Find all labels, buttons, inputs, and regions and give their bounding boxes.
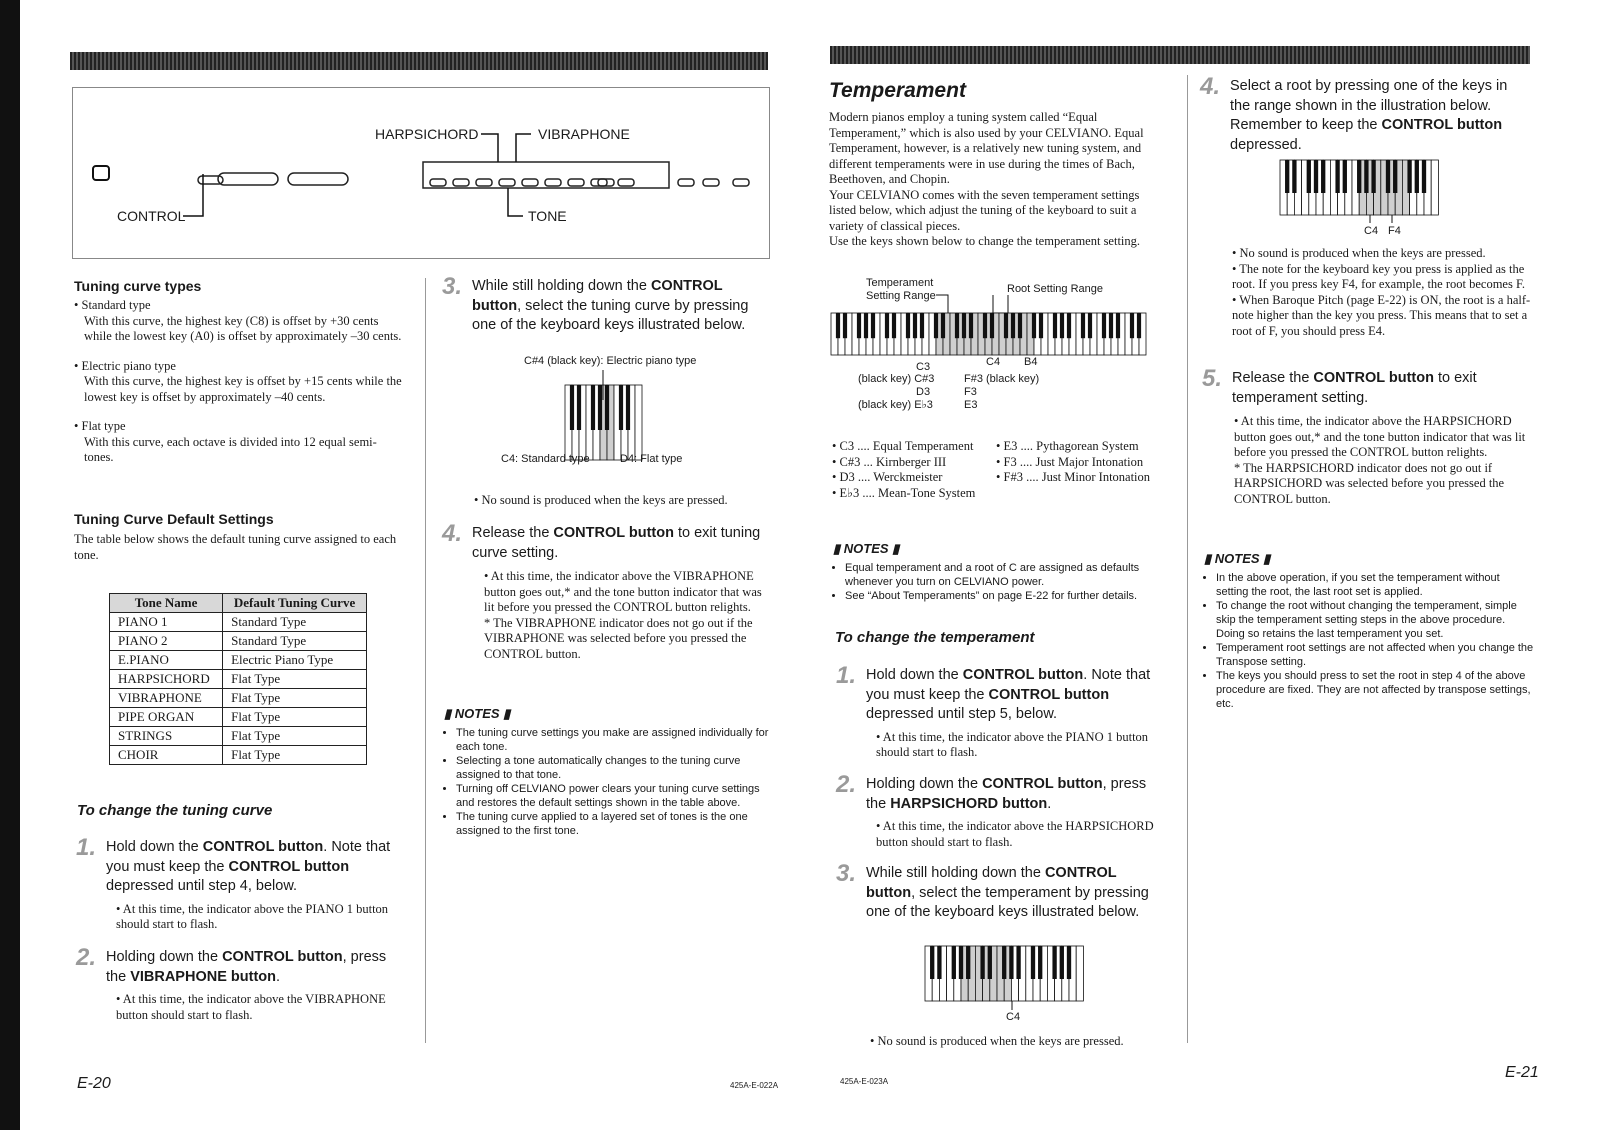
black-key [1285,160,1289,193]
no-sound-note: • No sound is produced when the keys are pressed. [474,493,728,507]
black-key [990,313,994,338]
page-number: E-21 [1505,1064,1539,1081]
change-temperament-heading: To change the temperament [835,629,1035,646]
black-key [836,313,840,338]
step-2 [76,944,406,1023]
black-key [1407,160,1411,193]
step-text: Select a root by pressing one of the keys in the range shown in the illustration below. Remember to keep the CONTROL button depressed. [1230,78,1508,153]
table-row: CHOIR Flat Type [110,746,367,765]
black-key [885,313,889,338]
black-key [1343,160,1347,193]
step-text: Hold down the CONTROL button. Note that you must keep the CONTROL button depressed until step 5, below. [866,667,1151,722]
step-3 [442,273,772,336]
black-key [1102,313,1106,338]
black-key [626,385,630,430]
black-key [920,313,924,338]
notes-heading: ▮ NOTES ▮ [833,541,900,556]
step-footnote: * The VIBRAPHONE indicator does not go out if the VIBRAPHONE was selected before you pressed the CONTROL button. [484,615,753,661]
temperament-item: • E3 .... Pythagorean System [996,439,1139,453]
black-key [1011,313,1015,338]
step-bullet: • At this time, the indicator above the HARPSICHORD button goes out,* and the tone button indicator that was lit before you pressed the CONTROL button relights. [1234,414,1526,459]
note-item: • The keys you should press to set the root in step 4 of the above procedure are fixed. They are not affected by transpose settings, etc. [1216,669,1534,711]
kbd1-right-label: D4: Flat type [620,453,683,465]
temperament-item: • F3 .... Just Major Intonation [996,454,1144,469]
black-key [1116,313,1120,338]
table-header-row [110,594,367,613]
step-text: While still holding down the CONTROL button, select the temperament by pressing one of the keyboard keys illustrated below. [866,865,1149,920]
step-bullet: • When Baroque Pitch (page E-22) is ON, the root is a half-note higher than the key you press. This means that to set a root of F, you should press E4. [1232,292,1531,338]
kbd4-f4: F4 [1388,225,1401,237]
white-key [1076,946,1083,1001]
step-text: Holding down the CONTROL button, press the HARPSICHORD button. [866,776,1147,812]
black-key [570,385,574,430]
kbd2-c3: C3 [916,361,931,373]
step4-bullets [1232,246,1532,339]
kbd2-cs3: (black key) C#3 [858,373,935,385]
step-footnote: * The HARPSICHORD indicator does not go out if HARPSICHORD was selected before you pressed the CONTROL button. [1234,460,1505,506]
curve-type-item: • Electric piano type With this curve, the highest key is offset by +15 cents while the lowest key is offset by approximately –40 cents. [74,358,402,404]
black-key [962,313,966,338]
root-range-label: Root Setting Range [1007,283,1104,295]
note-item: • See “About Temperaments” on page E-22 for further details. [845,589,1163,603]
change-tuning-heading: To change the tuning curve [77,802,273,819]
vibraphone-label: VIBRAPHONE [538,126,630,142]
notes-box [444,706,776,838]
black-key [1032,313,1036,338]
step-bullet: • At this time, the indicator above the PIANO 1 button should start to flash. [876,729,1149,759]
notes-heading: ▮ NOTES ▮ [1204,551,1271,566]
black-key [934,313,938,338]
notes-list [1204,571,1534,711]
note-item: • To change the root without changing the temperament, simple skip the temperament setting steps in the above procedure. Doing so retains the last temperament you set. [1216,599,1534,641]
white-key [635,385,642,460]
temperament-range-label: Temperament Setting Range [866,277,936,302]
column-rule [1187,75,1188,1043]
tone-label: TONE [528,208,567,224]
curve-type-item: • Standard type With this curve, the highest key (C8) is offset by +30 cents while the lowest key (A0) is offset by approximately –30 cents. [74,298,402,343]
table-header: Tone Name [110,594,223,613]
panel-svg [73,88,769,258]
black-key [959,946,963,979]
temperament-item: • D3 .... Werckmeister [832,470,943,484]
note-item: • In the above operation, if you set the temperament without setting the root, the last root set is applied. [1216,571,1534,599]
notes-box [833,541,1163,603]
default-settings [74,511,404,563]
harpsichord-label: HARPSICHORD [375,126,479,142]
black-key [1109,313,1113,338]
black-key [864,313,868,338]
step-number: 5. [1202,365,1223,392]
black-key [1307,160,1311,193]
kbd4-c4: C4 [1364,225,1379,237]
kbd2-c4: C4 [986,356,1001,368]
black-key [605,385,609,430]
kbd2-b4: B4 [1024,356,1038,368]
step-bullet: • At this time, the indicator above the VIBRAPHONE button goes out,* and the tone button indicator that was lit before you pressed the CONTROL button relights. [484,569,762,614]
column-rule [425,278,426,1043]
no-sound-note: • No sound is produced when the keys are pressed. [870,1034,1124,1048]
control-panel-illustration [72,87,770,259]
section-heading: Tuning Curve Default Settings [74,511,274,527]
black-key [1016,946,1020,979]
keyboard-illustration-3 [922,944,1092,1019]
right-step-3 [836,860,1166,923]
black-key [1357,160,1361,193]
black-key [913,313,917,338]
table-row: PIANO 1 Standard Type [110,613,367,632]
temperament-list-b [996,439,1166,486]
tuning-curve-types [74,278,404,466]
black-key [1364,160,1368,193]
note-item: • The tuning curve applied to a layered set of tones is the one assigned to the first tone. [456,810,776,838]
kbd2-f3: F3 [964,386,977,398]
black-key [955,313,959,338]
black-key [1371,160,1375,193]
black-key [1137,313,1141,338]
table-row: PIPE ORGAN Flat Type [110,708,367,727]
right-step-2 [836,771,1166,850]
note-item: • Selecting a tone automatically changes to the tuning curve assigned to that tone. [456,754,776,782]
right-step-4 [1200,73,1530,155]
black-key [1292,160,1296,193]
note-item: • Turning off CELVIANO power clears your tuning curve settings and restores the default settings shown in the table above. [456,782,776,810]
temperament-intro: Modern pianos employ a tuning system called “Equal Temperament,” which is also used by your CELVIANO. Equal Temperament, however, is a relatively new tuning system, and different temperaments were in use during the times of Bach, Beethoven, and Chopin. Your CELVIANO comes with the seven temperament settings listed below, which adjust the tuning of the keyboard to suit a variety of classical pieces. Use the keys shown below to change the temperament setting. [829,110,1144,248]
right-step-1 [836,662,1166,761]
note-item: • Equal temperament and a root of C are assigned as defaults whenever you turn on CELVIANO power. [845,561,1163,589]
page-title: Temperament [829,79,966,102]
step-4 [442,520,774,662]
black-key [577,385,581,430]
black-key [1053,313,1057,338]
black-key [1002,946,1006,979]
notes-list [833,561,1163,603]
black-key [1060,313,1064,338]
table-row: VIBRAPHONE Flat Type [110,689,367,708]
black-key [1067,313,1071,338]
table-row: PIANO 2 Standard Type [110,632,367,651]
black-key [983,313,987,338]
page-number: E-20 [77,1075,111,1092]
table-row: STRINGS Flat Type [110,727,367,746]
note-item: • Temperament root settings are not affected when you change the Transpose setting. [1216,641,1534,669]
table-row: E.PIANO Electric Piano Type [110,651,367,670]
white-key [1431,160,1438,215]
temperament-item: • C3 .... Equal Temperament [832,439,974,453]
black-key [988,946,992,979]
note-item: • The tuning curve settings you make are assigned individually for each tone. [456,726,776,754]
black-key [1018,313,1022,338]
black-key [969,313,973,338]
default-curve-table [109,593,367,765]
black-key [843,313,847,338]
black-key [952,946,956,979]
temperament-item: • F#3 .... Just Minor Intonation [996,470,1151,484]
step-bullet: • At this time, the indicator above the PIANO 1 button should start to flash. [116,901,389,931]
black-key [1088,313,1092,338]
section-heading: Tuning curve types [74,278,202,294]
notes-heading: ▮ NOTES ▮ [444,706,511,721]
black-key [1038,946,1042,979]
keyboard-illustration-4 [1277,158,1447,228]
kbd2-fs3: F#3 (black key) [964,373,1040,385]
kbd3-c4: C4 [1006,1011,1021,1023]
black-key [1004,313,1008,338]
step-number: 2. [76,944,97,971]
step-bullet: • No sound is produced when the keys are pressed. [1232,246,1486,260]
step-text: Release the CONTROL button to exit tuning curve setting. [472,525,761,561]
temperament-list-a [832,439,992,501]
black-key [1130,313,1134,338]
black-key [598,385,602,430]
step-number: 3. [836,860,857,887]
binding-edge [0,0,20,1130]
step-bullet: • The note for the keyboard key you press is applied as the root. If you press key F4, for example, the root becomes F. [1232,261,1526,291]
right-step-5 [1202,365,1532,507]
step-text: Holding down the CONTROL button, press the VIBRAPHONE button. [106,949,387,985]
table-row: HARPSICHORD Flat Type [110,670,367,689]
curve-type-item: • Flat type With this curve, each octave is divided into 12 equal semi-tones. [74,419,377,464]
black-key [1031,946,1035,979]
black-key [966,946,970,979]
right-header-bar [830,46,1530,64]
black-key [1052,946,1056,979]
black-key [1393,160,1397,193]
black-key [930,946,934,979]
black-key [1039,313,1043,338]
black-key [892,313,896,338]
step-bullet: • At this time, the indicator above the VIBRAPHONE button should start to flash. [116,992,386,1022]
black-key [1067,946,1071,979]
doc-code: 425A-E-022A [730,1081,779,1090]
temperament-item: • C#3 ... Kirnberger III [832,454,947,469]
step-number: 4. [1200,73,1221,100]
black-key [619,385,623,430]
doc-code: 425A-E-023A [840,1077,889,1086]
black-key [1321,160,1325,193]
black-key [1314,160,1318,193]
black-key [1422,160,1426,193]
black-key [591,385,595,430]
notes-list [444,726,776,838]
kbd1-left-label: C4: Standard type [501,453,590,465]
black-key [941,313,945,338]
control-label: CONTROL [117,208,186,224]
black-key [937,946,941,979]
notes-box [1204,551,1534,711]
step-1 [76,834,406,933]
black-key [1415,160,1419,193]
keyboard-illustration-2 [828,285,1163,415]
left-header-bar [70,52,768,70]
black-key [980,946,984,979]
defaults-text: The table below shows the default tuning curve assigned to each tone. [74,532,397,562]
step-text: While still holding down the CONTROL button, select the tuning curve by pressing one of the keyboard keys illustrated below. [472,278,749,333]
black-key [1009,946,1013,979]
step-text: Release the CONTROL button to exit temperament setting. [1232,370,1477,406]
black-key [1335,160,1339,193]
step-bullet: • At this time, the indicator above the HARPSICHORD button should start to flash. [876,819,1154,849]
black-key [1060,946,1064,979]
step-number: 1. [836,662,857,689]
step-text: Hold down the CONTROL button. Note that you must keep the CONTROL button depressed until step 4, below. [106,839,391,894]
kbd1-top-label: C#4 (black key): Electric piano type [524,355,697,367]
step-number: 2. [836,771,857,798]
kbd2-e3: E3 [964,399,978,411]
step-number: 1. [76,834,97,861]
kbd2-d3: D3 [916,386,931,398]
black-key [871,313,875,338]
step-number: 4. [442,520,463,547]
table-header: Default Tuning Curve [223,594,367,613]
black-key [1081,313,1085,338]
step-number: 3. [442,273,463,300]
black-key [1386,160,1390,193]
black-key [906,313,910,338]
kbd2-eb3: (black key) E♭3 [858,399,933,411]
temperament-item: • E♭3 .... Mean-Tone System [832,485,976,500]
black-key [857,313,861,338]
